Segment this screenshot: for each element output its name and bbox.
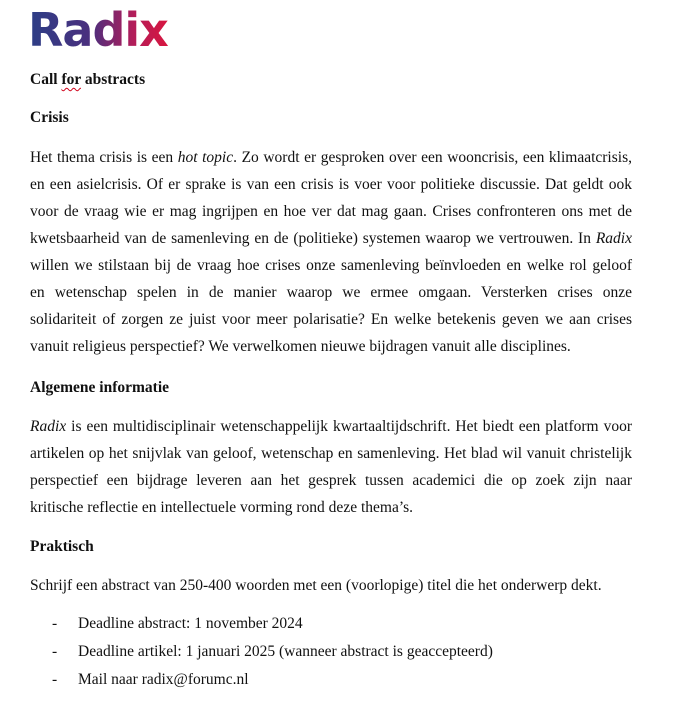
- crisis-line: kwetsbaarheid van de samenleving en de (politieke) systemen waarop we vertrouwen. In Radix: [30, 230, 632, 247]
- list-item-text: Deadline artikel: 1 januari 2025 (wanneer abstract is geaccepteerd): [78, 643, 493, 660]
- info-line: Radix is een multidisciplinair wetenschappelijk kwartaaltijdschrift. Het biedt een platform voor: [30, 418, 632, 435]
- crisis-paragraph: [30, 144, 632, 360]
- heading-crisis: Crisis: [30, 109, 69, 126]
- heading-practical: Praktisch: [30, 538, 94, 555]
- info-paragraph: [30, 413, 632, 521]
- crisis-line: vanuit religieus perspectief? We verwelkomen nieuwe bijdragen vanuit alle disciplines.: [30, 338, 571, 355]
- radix-logo: Radix: [28, 3, 168, 57]
- list-dash: -: [52, 643, 58, 660]
- list-item-text: Deadline abstract: 1 november 2024: [78, 615, 303, 632]
- heading-call-for-abstracts: [30, 70, 145, 90]
- list-dash: -: [52, 671, 58, 688]
- heading-call-word-spellcheck: for: [61, 71, 81, 88]
- heading-general-info: Algemene informatie: [30, 379, 170, 396]
- crisis-line: en een asielcrisis. Of er sprake is van een crisis is voer voor politieke discussie. Dat geldt ook: [30, 176, 632, 193]
- crisis-line: solidariteit of zorgen ze juist voor meer polarisatie? En welke betekenis geven we aan crises: [30, 311, 632, 328]
- heading-call-word: abstracts: [84, 71, 146, 88]
- crisis-line: voor de vraag wie er mag ingrijpen en hoe ver dat mag gaan. Crises confronteren ons met de: [30, 203, 632, 220]
- info-line: kritische reflectie en intellectuele vorming rond deze thema’s.: [30, 499, 414, 516]
- crisis-line: en wetenschap spelen in de manier waarop we ermee omgaan. Versterken crises onze: [30, 284, 632, 301]
- crisis-line: Het thema crisis is een hot topic. Zo wordt er gesproken over een wooncrisis, een klimaatcrisis,: [30, 149, 632, 166]
- heading-call-word: Call: [30, 71, 58, 88]
- list-item-text: Mail naar radix@forumc.nl: [78, 671, 249, 688]
- crisis-line: willen we stilstaan bij de vraag hoe crises onze samenleving beïnvloeden en welke rol geloof: [30, 257, 632, 274]
- info-line: artikelen op het snijvlak van geloof, wetenschap en samenleving. Het blad wil vanuit christelijk: [30, 445, 632, 462]
- info-line: perspectief een bijdrage leveren aan het gesprek tussen academici die op zoek zijn naar: [30, 472, 632, 489]
- practical-text: Schrijf een abstract van 250-400 woorden met een (voorlopige) titel die het onderwerp dekt.: [30, 577, 602, 594]
- list-dash: -: [52, 615, 58, 632]
